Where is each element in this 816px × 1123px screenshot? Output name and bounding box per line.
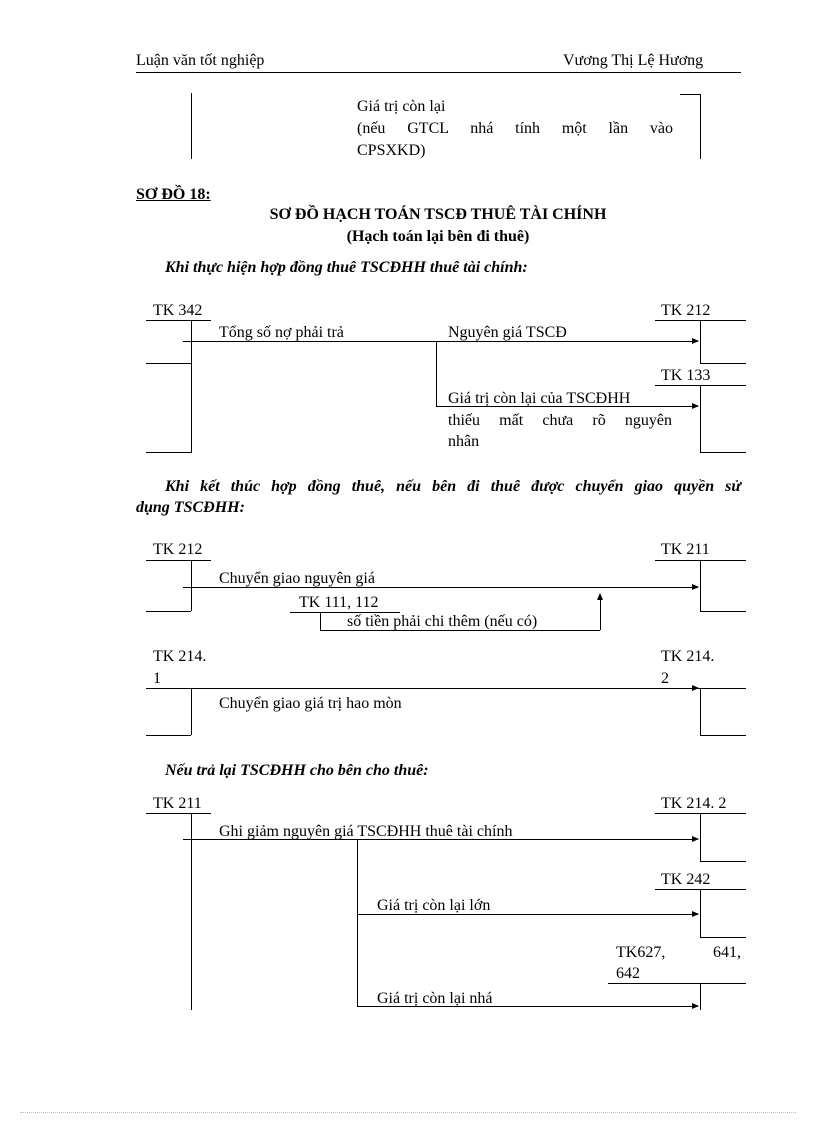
s2-t-left1-bottom xyxy=(146,611,191,612)
s1-account-right2: TK 133 xyxy=(661,367,711,384)
s3-flow1-label: Ghi giảm nguyên giá TSCĐHH thuê tài chính xyxy=(219,823,513,840)
s3-flow2-label: Giá trị còn lại lớn xyxy=(377,897,491,914)
s1-flow3-line1: Giá trị còn lại của TSCĐHH xyxy=(448,390,631,407)
s3-branch-line xyxy=(357,839,358,1006)
section3-heading: Nếu trả lại TSCĐHH cho bên cho thuê: xyxy=(165,762,429,779)
diagram-subtitle: (Hạch toán lại bên đi thuê) xyxy=(346,228,530,245)
s1-t-right1-stem xyxy=(700,320,701,363)
s3-t-left-top xyxy=(146,813,211,814)
s3-account-left: TK 211 xyxy=(153,795,202,812)
s2-arrow-depreciation xyxy=(183,688,698,689)
s2-flow1-label: Chuyển giao nguyên giá xyxy=(219,570,375,587)
s2-account-right2-a: TK 214. xyxy=(661,648,715,665)
header-rule xyxy=(136,72,741,73)
s2-t-right1-stem xyxy=(700,560,701,611)
s2-account-left1: TK 212 xyxy=(153,541,203,558)
top-box-line3: CPSXKD) xyxy=(357,142,426,159)
s2-arrow-main xyxy=(183,587,698,588)
s1-flow1-label: Tổng số nợ phải trả xyxy=(219,324,344,341)
s2-t-right1-bottom xyxy=(700,611,746,612)
s3-t-right2-bottom xyxy=(700,937,746,938)
s2-t-right2-stem xyxy=(700,688,701,735)
s1-flow3-line3: nhân xyxy=(448,433,480,450)
s2-t-left1-stem xyxy=(191,560,192,611)
header-left: Luận văn tốt nghiệp xyxy=(136,52,265,69)
s1-flow3-line2: thiếu mất chưa rõ nguyên xyxy=(448,412,672,429)
section2-heading-line2: dụng TSCĐHH: xyxy=(136,499,245,516)
s3-flow3-label: Giá trị còn lại nhá xyxy=(377,990,493,1007)
s1-t-left-bottom xyxy=(146,452,191,453)
s2-t-mid-stem xyxy=(320,612,321,631)
s3-t-right3-stem xyxy=(700,983,701,1010)
s3-account-right3-b: 642 xyxy=(616,965,640,982)
s1-account-left: TK 342 xyxy=(153,302,203,319)
s3-account-right2: TK 242 xyxy=(661,871,711,888)
top-box-right-line xyxy=(700,94,701,159)
s3-t-left-stem xyxy=(191,813,192,1010)
s1-t-right2-bottom xyxy=(700,452,746,453)
s3-arrow-main xyxy=(183,839,698,840)
s1-t-right1-bottom xyxy=(700,363,746,364)
s2-t-left2-bottom xyxy=(146,735,191,736)
top-box-line2: (nếu GTCL nhá tính một lần vào xyxy=(357,120,673,137)
top-box-line1: Giá trị còn lại xyxy=(357,98,446,115)
s1-account-right1: TK 212 xyxy=(661,302,711,319)
s1-t-left-stem xyxy=(191,320,192,453)
s3-arrow-small xyxy=(357,1006,698,1007)
s1-t-left-mid xyxy=(146,363,191,364)
s3-account-right1: TK 214. 2 xyxy=(661,795,727,812)
s2-flow3-label: Chuyển giao giá trị hao mòn xyxy=(219,695,402,712)
top-box-corner xyxy=(680,94,700,95)
s2-flow2-label: số tiền phải chi thêm (nếu có) xyxy=(347,613,538,630)
section2-heading-line1: Khi kết thúc hợp đồng thuê, nếu bên đi thuê được chuyển giao quyền sử xyxy=(165,478,741,495)
s2-account-mid: TK 111, 112 xyxy=(299,594,379,611)
s1-t-right2-stem xyxy=(700,385,701,453)
s3-t-right1-stem xyxy=(700,813,701,861)
s2-account-left2-a: TK 214. xyxy=(153,648,207,665)
diagram-title: SƠ ĐỒ HẠCH TOÁN TSCĐ THUÊ TÀI CHÍNH xyxy=(269,206,607,223)
s3-t-right1-bottom xyxy=(700,861,746,862)
s3-arrow-large xyxy=(357,914,698,915)
s2-t-right2-bottom xyxy=(700,735,746,736)
s3-t-right3-top xyxy=(608,983,746,984)
s3-account-right3-a: TK627, 641, xyxy=(616,944,741,961)
s2-mid-up-arrow xyxy=(600,595,601,630)
s1-t-left-top xyxy=(146,320,211,321)
header-right: Vương Thị Lệ Hương xyxy=(563,52,704,69)
s1-flow2-label: Nguyên giá TSCĐ xyxy=(448,324,567,341)
s2-account-right1: TK 211 xyxy=(661,541,710,558)
top-box-left-line xyxy=(191,93,192,159)
s2-t-left1-top xyxy=(146,560,211,561)
s2-account-left2-b: 1 xyxy=(153,670,161,687)
s3-t-right2-stem xyxy=(700,889,701,937)
s1-branch-line xyxy=(436,341,437,406)
s2-t-left2-stem xyxy=(191,688,192,735)
page-bottom-rule xyxy=(20,1112,796,1113)
section1-heading: Khi thực hiện hợp đồng thuê TSCĐHH thuê tài chính: xyxy=(165,259,528,276)
s2-account-right2-b: 2 xyxy=(661,670,669,687)
diagram-label: SƠ ĐỒ 18: xyxy=(136,186,211,203)
s1-arrow-main xyxy=(183,341,698,342)
